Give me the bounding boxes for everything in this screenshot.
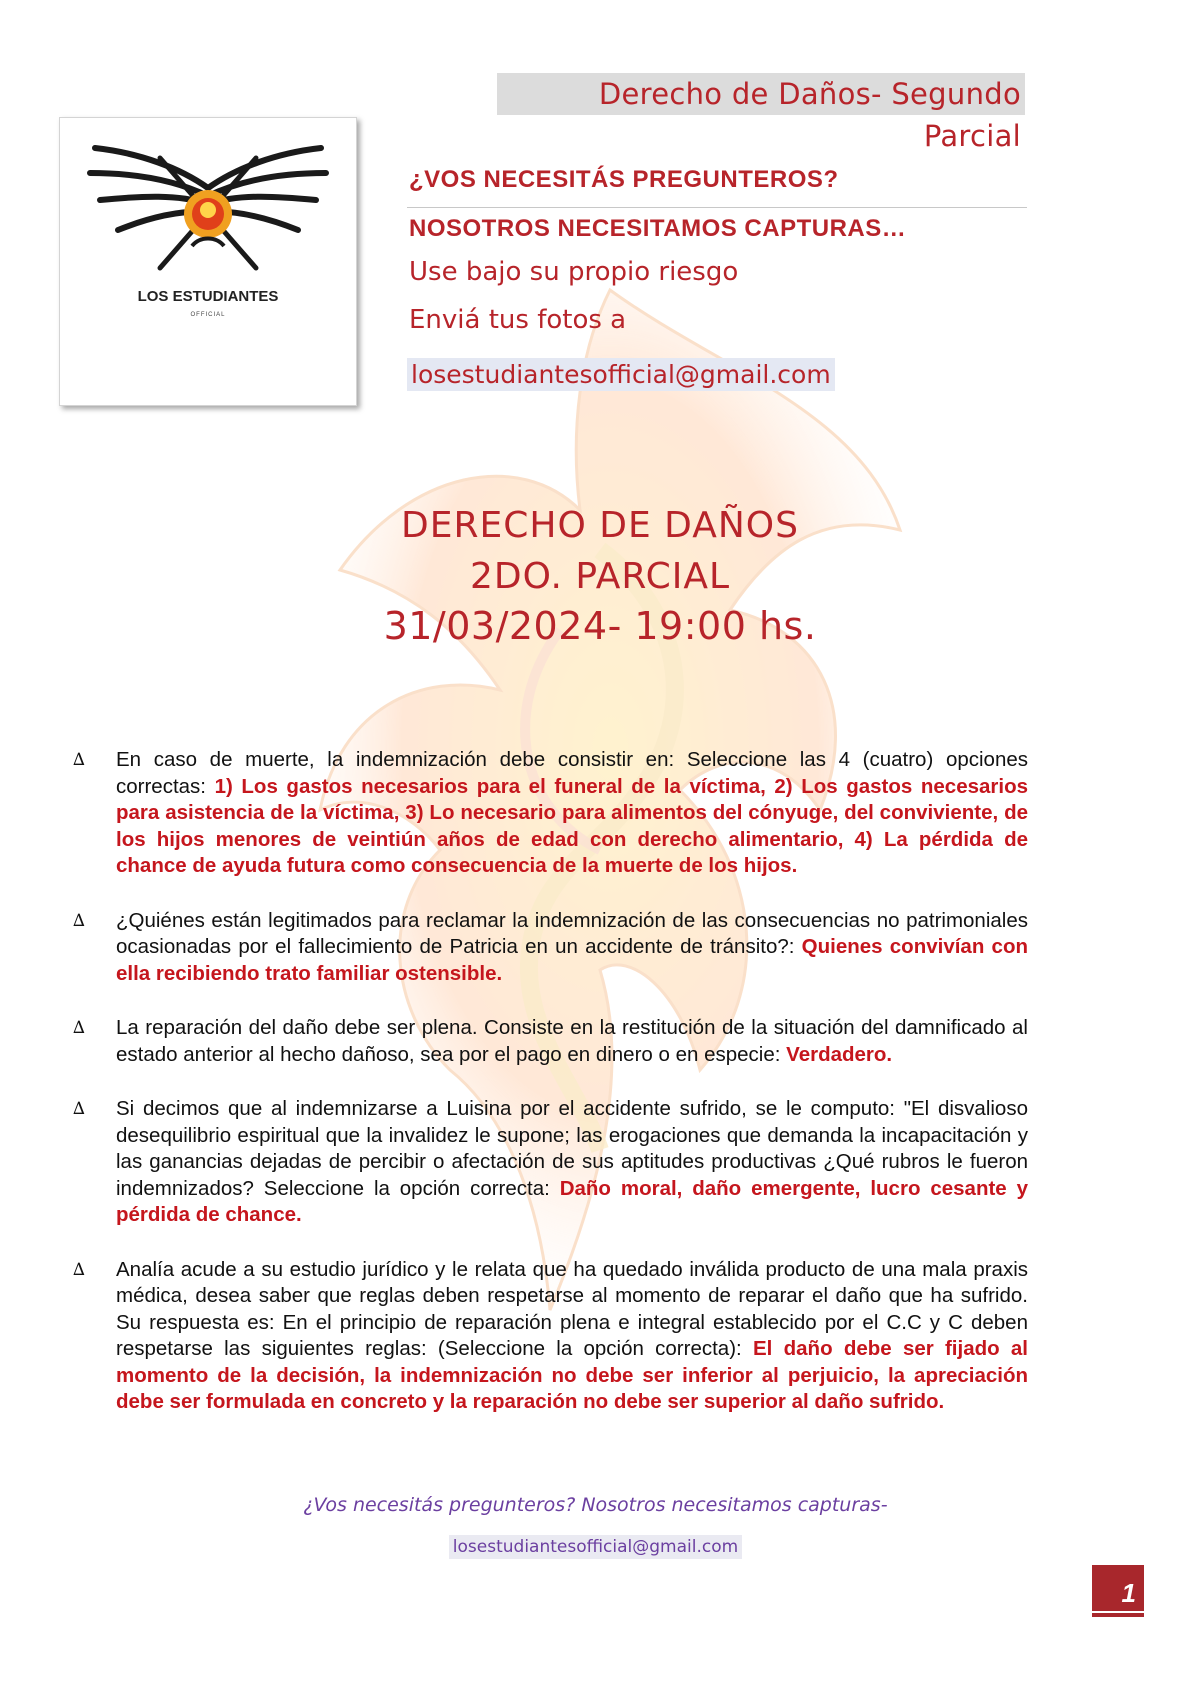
- footer-tagline: ¿Vos necesitás pregunteros? Nosotros necesitamos capturas-: [303, 1494, 888, 1516]
- logo-box: [59, 117, 357, 406]
- main-subtitle: 2DO. PARCIAL: [469, 556, 731, 597]
- header-title: Derecho de Daños- Segundo Parcial: [497, 73, 1025, 115]
- delta-bullet-icon: ∆: [73, 910, 85, 931]
- answer-text: Daño moral, daño emergente, lucro cesante y pérdida de chance.: [116, 1176, 1028, 1226]
- promo-disclaimer: Use bajo su propio riesgo: [409, 257, 739, 287]
- question-text: En caso de muerte, la indemnización debe consistir en: Seleccione las 4 (cuatro) opciones correctas:: [116, 748, 1028, 798]
- question-item: [70, 1015, 1028, 1068]
- question-item: [70, 747, 1028, 880]
- promo-answer: NOSOTROS NECESITAMOS CAPTURAS…: [409, 215, 907, 242]
- answer-text: Verdadero.: [786, 1042, 893, 1066]
- promo-send-photos: Enviá tus fotos a: [409, 305, 627, 335]
- exam-date: 31/03/2024- 19:00 hs.: [383, 604, 817, 648]
- question-list: [70, 747, 1028, 1444]
- question-text: La reparación del daño debe ser plena. Consiste en la restitución de la situación del damnificado al estado anterior al hecho dañoso, sea por el pago en dinero o en especie:: [116, 1016, 1028, 1066]
- promo-email-link[interactable]: losestudiantesofficial@gmail.com: [407, 358, 835, 391]
- answer-text: Quienes convivían con ella recibiendo trato familiar ostensible.: [116, 935, 1029, 985]
- answer-text: El daño debe ser fijado al momento de la decisión, la indemnización no debe ser inferior al perjuicio, la apreciación debe ser formulada en concreto y la reparación no debe ser superior al daño sufrido.: [116, 1337, 1028, 1413]
- question-item: [70, 908, 1028, 988]
- question-item: [70, 1257, 1028, 1416]
- promo-question: ¿VOS NECESITÁS PREGUNTEROS?: [409, 166, 839, 193]
- main-title: DERECHO DE DAÑOS: [401, 505, 799, 546]
- delta-bullet-icon: ∆: [73, 1099, 85, 1119]
- page-number: 1: [1092, 1565, 1144, 1617]
- footer-email-link[interactable]: losestudiantesofficial@gmail.com: [449, 1535, 742, 1559]
- question-item: [70, 1096, 1028, 1229]
- question-text: ¿Quiénes están legitimados para reclamar la indemnización de las consecuencias no patrimoniales ocasionadas por el fallecimiento de Patricia en un accidente de tránsito?:: [116, 908, 1028, 958]
- logo-name: LOS ESTUDIANTES: [137, 288, 279, 305]
- footer-email-row: [0, 1535, 1191, 1559]
- winged-phoenix-logo-icon: [60, 118, 356, 405]
- delta-bullet-icon: ∆: [73, 1018, 85, 1038]
- page-number-underline: [1092, 1611, 1144, 1613]
- logo-subtitle: OFFICIAL: [190, 312, 226, 318]
- delta-bullet-icon: ∆: [73, 1259, 85, 1280]
- delta-bullet-icon: ∆: [73, 750, 85, 770]
- question-text: Si decimos que al indemnizarse a Luisina por el accidente sufrido, se le computo: "El disvalioso desequilibrio espiritual que la invalidez le supone; las erogaciones que demanda la incapacitación y las ganancias dejadas de percibir o afectación de sus aptitudes productivas ¿Qué rubros le fueron indemnizados? Seleccione la opción correcta:: [116, 1097, 1028, 1200]
- question-text: Analía acude a su estudio jurídico y le relata que ha quedado inválida producto de una mala praxis médica, desea saber que reglas deben respetarse al momento de reparar el daño que ha sufrido. Su respuesta es: En el principio de reparación plena e integral establecido por el C.C y C deben respetarse las siguientes reglas: (Seleccione la opción correcta):: [116, 1257, 1028, 1360]
- answer-text: 1) Los gastos necesarios para el funeral de la víctima, 2) Los gastos necesarios para asistencia de la víctima, 3) Lo necesario para alimentos del cónyuge, del conviviente, de los hijos menores de veintiún años de edad con derecho alimentario, 4) La pérdida de chance de ayuda futura como consecuencia de la muerte de los hijos.: [116, 774, 1028, 877]
- promo-divider: [407, 207, 1027, 208]
